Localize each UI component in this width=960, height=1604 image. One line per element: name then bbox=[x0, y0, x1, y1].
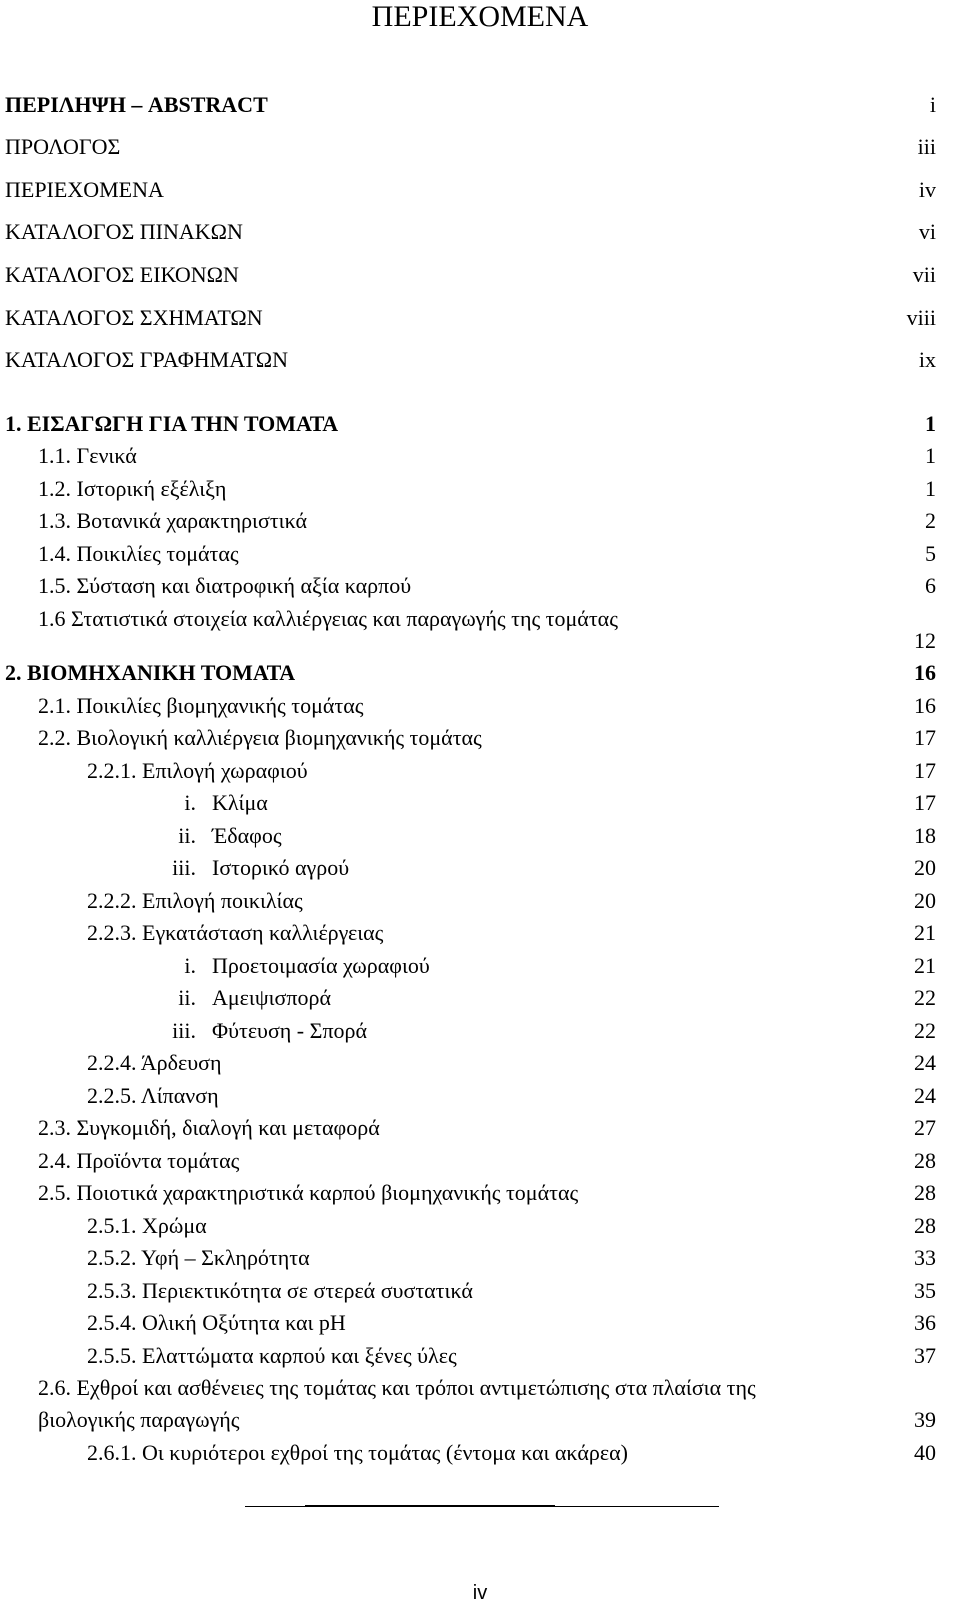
toc-entry-page: 20 bbox=[914, 888, 936, 913]
toc-entry-text: 2.2.5. Λίπανση bbox=[87, 1083, 219, 1108]
toc-entry-text: 1.5. Σύσταση και διατροφική αξία καρπού bbox=[38, 573, 412, 598]
toc-entry-text: ΠΡΟΛΟΓΟΣ bbox=[5, 134, 121, 159]
toc-entry-text: ΠΕΡΙΛΗΨΗ – ABSTRACT bbox=[5, 92, 268, 117]
toc-entry-page: 28 bbox=[914, 1213, 936, 1238]
toc-entry[interactable] bbox=[0, 441, 960, 471]
toc-entry-number: i. bbox=[184, 953, 196, 978]
toc-entry[interactable] bbox=[0, 886, 960, 916]
toc-entry-page: 27 bbox=[914, 1115, 936, 1140]
toc-entry[interactable] bbox=[0, 1081, 960, 1111]
toc-entry-text: 2.3. Συγκομιδή, διαλογή και μεταφορά bbox=[38, 1115, 380, 1140]
toc-entry[interactable] bbox=[0, 788, 960, 818]
toc-entry-text: 2.6. Εχθροί και ασθένειες της τομάτας και τρόποι αντιμετώπισης στα πλαίσια της bbox=[38, 1375, 756, 1400]
toc-entry[interactable] bbox=[0, 853, 960, 883]
toc-entry[interactable] bbox=[0, 303, 960, 333]
toc-entry-text: Ιστορικό αγρού bbox=[212, 855, 350, 880]
toc-entry-page: 2 bbox=[925, 508, 936, 533]
toc-chapter[interactable] bbox=[0, 409, 960, 439]
toc-entry[interactable] bbox=[0, 821, 960, 851]
toc-entry[interactable] bbox=[0, 1438, 960, 1468]
toc-entry-text: 1.3. Βοτανικά χαρακτηριστικά bbox=[38, 508, 308, 533]
toc-entry-page: 18 bbox=[914, 823, 936, 848]
toc-entry[interactable] bbox=[0, 1146, 960, 1176]
toc-entry-number: ii. bbox=[178, 985, 196, 1010]
toc-entry-text: 1.6 Στατιστικά στοιχεία καλλιέργειας και παραγωγής της τομάτας bbox=[38, 606, 618, 631]
toc-entry[interactable] bbox=[0, 132, 960, 162]
toc-entry-text: 2.2.1. Επιλογή χωραφιού bbox=[87, 758, 308, 783]
toc-entry[interactable] bbox=[0, 723, 960, 753]
toc-entry-text: Φύτευση - Σπορά bbox=[212, 1018, 368, 1043]
toc-entry-page: 36 bbox=[914, 1310, 936, 1335]
toc-entry-page: 16 bbox=[914, 693, 936, 718]
toc-entry-text: 2.2.3. Εγκατάσταση καλλιέργειας bbox=[87, 920, 384, 945]
toc-entry-text: 2. ΒΙΟΜΗΧΑΝΙΚΗ ΤΟΜΑΤΑ bbox=[5, 660, 296, 685]
toc-entry[interactable] bbox=[0, 1276, 960, 1306]
toc-entry-page: 21 bbox=[914, 953, 936, 978]
toc-entry-page: 6 bbox=[925, 573, 936, 598]
toc-entry-page: 40 bbox=[914, 1440, 936, 1465]
toc-entry-text: ΚΑΤΑΛΟΓΟΣ ΣΧΗΜΑΤΩΝ bbox=[5, 305, 263, 330]
toc-entry[interactable] bbox=[0, 1243, 960, 1273]
toc-entry-text: 2.5.4. Ολική Οξύτητα και pH bbox=[87, 1310, 346, 1335]
toc-entry-text: 2.2.4. Άρδευση bbox=[87, 1050, 222, 1075]
toc-entry-text: Αμειψισπορά bbox=[212, 985, 332, 1010]
toc-entry-page: viii bbox=[906, 305, 936, 330]
toc-entry-text: ΚΑΤΑΛΟΓΟΣ ΠΙΝΑΚΩΝ bbox=[5, 219, 243, 244]
toc-chapter[interactable] bbox=[0, 658, 960, 688]
toc-entry-text: 2.5.1. Χρώμα bbox=[87, 1213, 207, 1238]
toc-entry-page: 1 bbox=[925, 411, 936, 436]
toc-entry-text: 1.2. Ιστορική εξέλιξη bbox=[38, 476, 227, 501]
footer-rule-accent bbox=[305, 1505, 555, 1507]
toc-entry[interactable] bbox=[0, 1048, 960, 1078]
toc-entry-text: 1. ΕΙΣΑΓΩΓΗ ΓΙΑ ΤΗΝ ΤΟΜΑΤΑ bbox=[5, 411, 339, 436]
toc-entry-page: 12 bbox=[914, 628, 936, 653]
toc-entry[interactable] bbox=[0, 474, 960, 504]
toc-entry-page: iii bbox=[917, 134, 936, 159]
toc-entry-page: iv bbox=[918, 177, 936, 202]
toc-entry-number: ii. bbox=[178, 823, 196, 848]
toc-entry[interactable] bbox=[0, 90, 960, 120]
toc-entry-text: 2.5.5. Ελαττώματα καρπού και ξένες ύλες bbox=[87, 1343, 457, 1368]
toc-entry-number: iii. bbox=[172, 855, 196, 880]
toc-entry[interactable] bbox=[0, 951, 960, 981]
toc-entry-page: 16 bbox=[914, 660, 936, 685]
toc-entry[interactable] bbox=[0, 756, 960, 786]
page-title: ΠΕΡΙΕΧΟΜΕΝΑ bbox=[371, 0, 589, 33]
toc-entry[interactable] bbox=[0, 1341, 960, 1371]
toc-entry-page: 24 bbox=[914, 1050, 936, 1075]
toc-entry[interactable] bbox=[0, 539, 960, 569]
toc-entry-page: 1 bbox=[925, 476, 936, 501]
toc-entry[interactable] bbox=[0, 217, 960, 247]
toc-entry-page: 39 bbox=[914, 1407, 936, 1432]
toc-entry-page: 33 bbox=[914, 1245, 936, 1270]
toc-entry-text: Κλίμα bbox=[212, 790, 268, 815]
toc-entry-page: 17 bbox=[914, 790, 936, 815]
toc-entry[interactable] bbox=[0, 506, 960, 536]
toc-entry-page: 28 bbox=[914, 1148, 936, 1173]
toc-entry-text: 1.1. Γενικά bbox=[38, 443, 137, 468]
toc-entry-number: iii. bbox=[172, 1018, 196, 1043]
toc-entry-page-line bbox=[0, 626, 960, 656]
toc-entry-text: 2.5. Ποιοτικά χαρακτηριστικά καρπού βιομηχανικής τομάτας bbox=[38, 1180, 579, 1205]
toc-entry-text: ΠΕΡΙΕΧΟΜΕΝΑ bbox=[5, 177, 164, 202]
toc-entry[interactable] bbox=[0, 1373, 960, 1403]
toc-entry[interactable] bbox=[0, 1211, 960, 1241]
toc-entry[interactable] bbox=[0, 175, 960, 205]
toc-entry-continuation[interactable] bbox=[0, 1405, 960, 1435]
toc-entry-text: Προετοιμασία χωραφιού bbox=[212, 953, 430, 978]
toc-entry-text: 2.1. Ποικιλίες βιομηχανικής τομάτας bbox=[38, 693, 364, 718]
toc-entry-number: i. bbox=[184, 790, 196, 815]
toc-entry-page: ix bbox=[918, 347, 936, 372]
toc-entry-text: Έδαφος bbox=[212, 823, 282, 848]
toc-entry-page: 22 bbox=[914, 1018, 936, 1043]
toc-entry-page: vii bbox=[912, 262, 936, 287]
toc-entry-text: 2.4. Προϊόντα τομάτας bbox=[38, 1148, 240, 1173]
toc-entry[interactable] bbox=[0, 1016, 960, 1046]
toc-entry[interactable] bbox=[0, 571, 960, 601]
toc-entry[interactable] bbox=[0, 1308, 960, 1338]
toc-entry-page: 20 bbox=[914, 855, 936, 880]
toc-entry-text: 2.5.3. Περιεκτικότητα σε στερεά συστατικά bbox=[87, 1278, 473, 1303]
toc-entry-text-continuation: βιολογικής παραγωγής bbox=[38, 1407, 240, 1432]
toc-entry[interactable] bbox=[0, 260, 960, 290]
toc-entry-page: 5 bbox=[925, 541, 936, 566]
toc-entry[interactable] bbox=[0, 1113, 960, 1143]
toc-entry-text: 2.2.2. Επιλογή ποικιλίας bbox=[87, 888, 303, 913]
toc-entry-text: ΚΑΤΑΛΟΓΟΣ ΓΡΑΦΗΜΑΤΩΝ bbox=[5, 347, 288, 372]
toc-entry-page: i bbox=[929, 92, 936, 117]
toc-entry[interactable] bbox=[0, 345, 960, 375]
footer-page-number: iv bbox=[472, 1582, 488, 1604]
toc-entry-page: vi bbox=[918, 219, 936, 244]
toc-entry-text: 1.4. Ποικιλίες τομάτας bbox=[38, 541, 239, 566]
toc-entry-page: 28 bbox=[914, 1180, 936, 1205]
toc-entry[interactable] bbox=[0, 918, 960, 948]
toc-entry[interactable] bbox=[0, 691, 960, 721]
toc-entry-page: 22 bbox=[914, 985, 936, 1010]
toc-entry-page: 17 bbox=[914, 725, 936, 750]
toc-entry-text: 2.5.2. Υφή – Σκληρότητα bbox=[87, 1245, 310, 1270]
toc-entry-page: 35 bbox=[914, 1278, 936, 1303]
toc-entry-page: 17 bbox=[914, 758, 936, 783]
toc-entry-text: 2.6.1. Οι κυριότεροι εχθροί της τομάτας (έντομα και ακάρεα) bbox=[87, 1440, 628, 1465]
toc-entry[interactable] bbox=[0, 1178, 960, 1208]
toc-entry-text: 2.2. Βιολογική καλλιέργεια βιομηχανικής τομάτας bbox=[38, 725, 482, 750]
toc-entry-page: 24 bbox=[914, 1083, 936, 1108]
toc-entry[interactable] bbox=[0, 983, 960, 1013]
toc-entry-page: 1 bbox=[925, 443, 936, 468]
toc-entry-page: 37 bbox=[914, 1343, 936, 1368]
toc-entry-text: ΚΑΤΑΛΟΓΟΣ ΕΙΚΟΝΩΝ bbox=[5, 262, 239, 287]
toc-entry-page: 21 bbox=[914, 920, 936, 945]
